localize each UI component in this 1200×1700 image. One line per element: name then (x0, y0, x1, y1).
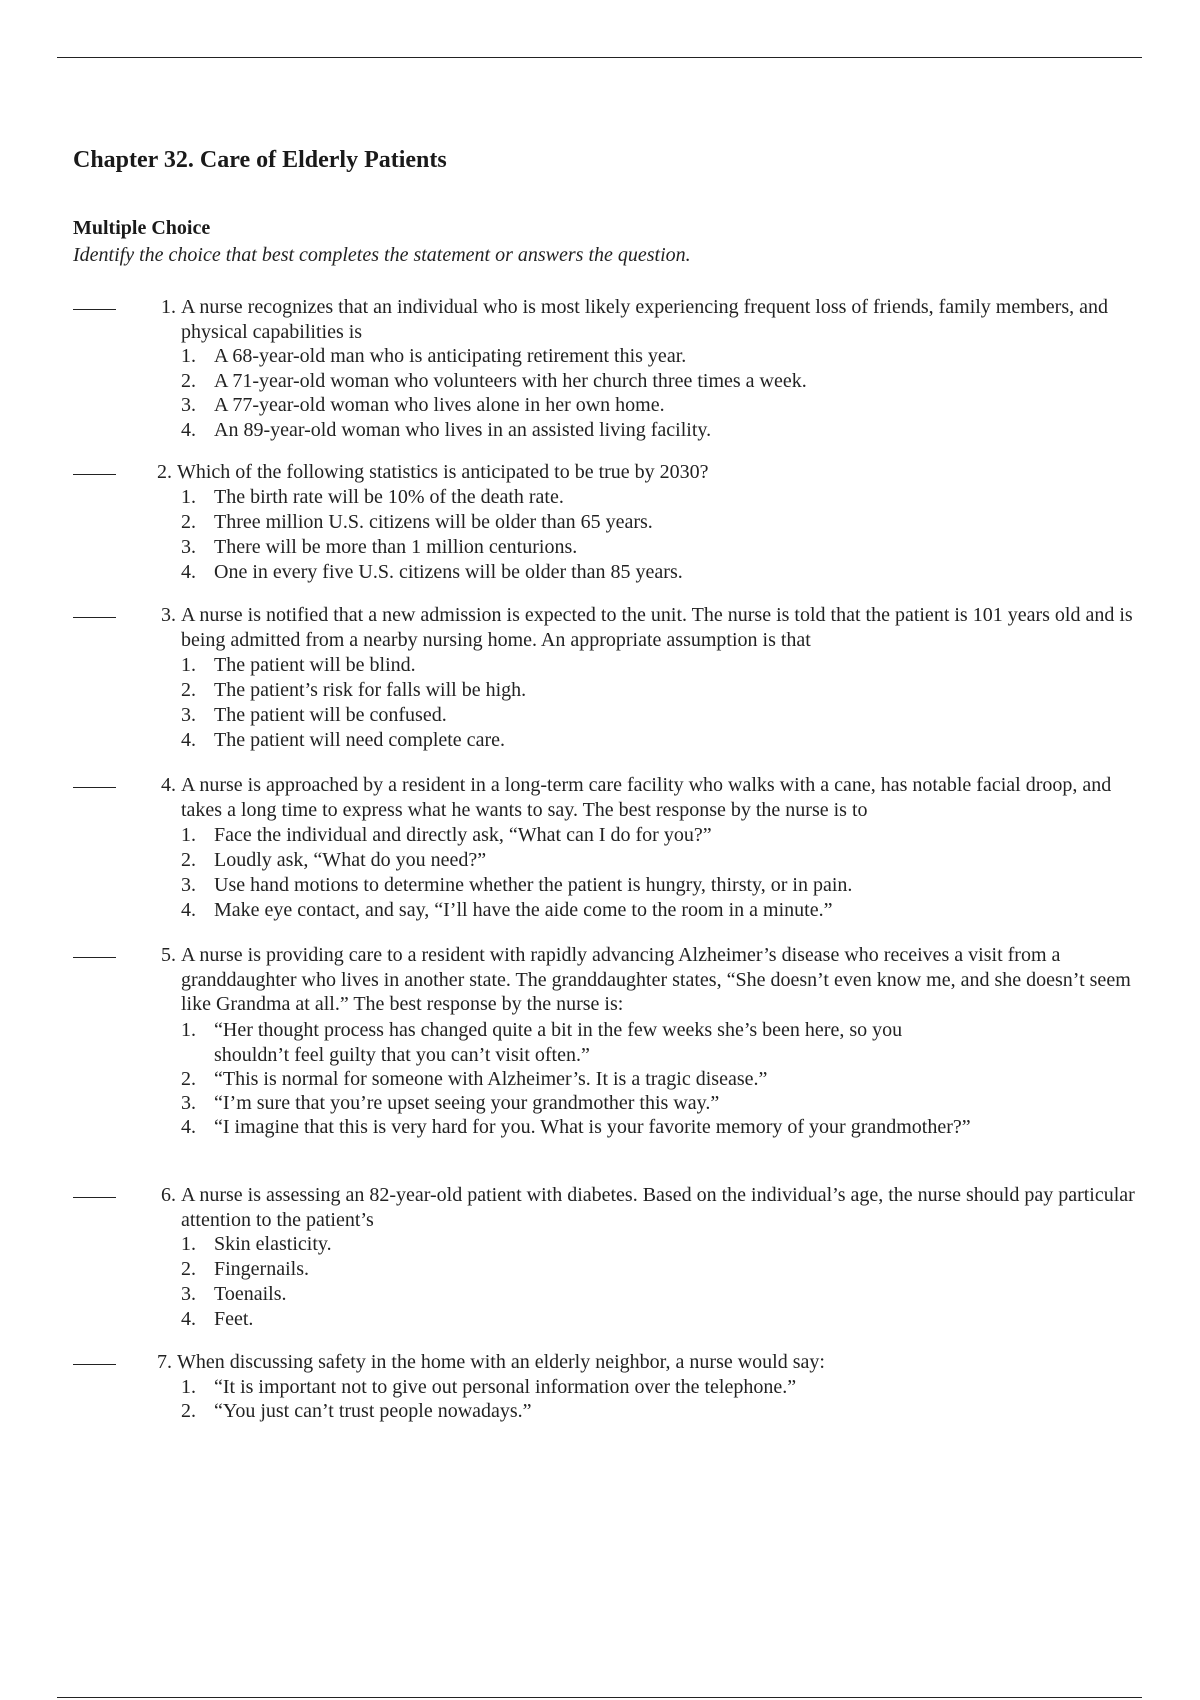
choice-text: An 89-year-old woman who lives in an assisted living facility. (214, 418, 712, 441)
choice-text: Loudly ask, “What do you need?” (214, 849, 487, 871)
choice-number: 2. (181, 1258, 196, 1280)
answer-blank[interactable] (73, 1197, 116, 1198)
choice-text: Feet. (214, 1308, 254, 1330)
choice-number: 4. (181, 418, 196, 441)
choice-text: A 68-year-old man who is anticipating retirement this year. (214, 345, 687, 367)
choice-number: 4. (181, 561, 196, 583)
answer-blank[interactable] (73, 617, 116, 618)
choice-text: “This is normal for someone with Alzheimer’s. It is a tragic disease.” (214, 1068, 768, 1090)
question-stem: Which of the following statistics is anticipated to be true by 2030? (177, 461, 709, 483)
choice-number: 3. (181, 394, 196, 416)
choice-text: One in every five U.S. citizens will be older than 85 years. (214, 561, 683, 583)
choice-text: Make eye contact, and say, “I’ll have the aide come to the room in a minute.” (214, 899, 833, 921)
choice-text: A 71-year-old woman who volunteers with her church three times a week. (214, 369, 807, 392)
choice-number: 1. (181, 485, 196, 508)
choice-text: The patient will be blind. (214, 654, 416, 676)
choice-text: Face the individual and directly ask, “What can I do for you?” (214, 824, 712, 846)
top-rule (57, 57, 1142, 58)
choice-number: 4. (181, 1308, 196, 1330)
question-stem: A nurse recognizes that an individual who is most likely experiencing frequent loss of friends, family members, and physical capabilities is (181, 296, 1108, 343)
choice-number: 2. (181, 369, 196, 392)
choice-text: Use hand motions to determine whether the patient is hungry, thirsty, or in pain. (214, 874, 853, 896)
choice-number: 2. (181, 849, 196, 871)
choice-number: 2. (181, 679, 196, 701)
choice-number: 2. (181, 511, 196, 533)
choice-number: 1. (181, 1375, 196, 1398)
choice-text: Three million U.S. citizens will be older than 65 years. (214, 511, 653, 533)
question-number: 3. (161, 604, 176, 626)
answer-blank[interactable] (73, 787, 116, 788)
answer-blank[interactable] (73, 474, 116, 475)
choice-number: 3. (181, 1283, 196, 1305)
answer-blank[interactable] (73, 309, 116, 310)
choice-text: The patient will be confused. (214, 704, 447, 726)
bottom-rule (57, 1697, 1142, 1698)
choice-text: “I imagine that this is very hard for you. What is your favorite memory of your grandmother?” (214, 1116, 971, 1138)
choice-number: 2. (181, 1068, 196, 1090)
choice-number: 4. (181, 1116, 196, 1138)
question-number: 1. (161, 296, 176, 318)
choice-text: “Her thought process has changed quite a bit in the few weeks she’s been here, so you shouldn’t feel guilty that you can’t visit often.” (214, 1019, 903, 1066)
section-title: Multiple Choice (73, 217, 211, 239)
question-stem: A nurse is assessing an 82-year-old patient with diabetes. Based on the individual’s age, the nurse should pay particular attention to the patient’s (181, 1184, 1135, 1231)
choice-number: 3. (181, 874, 196, 896)
choice-text: Toenails. (214, 1283, 287, 1305)
choice-text: The birth rate will be 10% of the death rate. (214, 485, 564, 508)
section-instructions: Identify the choice that best completes the statement or answers the question. (73, 244, 691, 266)
choice-number: 3. (181, 1092, 196, 1114)
choice-number: 1. (181, 1019, 196, 1041)
choice-number: 1. (181, 824, 196, 846)
question-number: 6. (161, 1184, 176, 1206)
choice-number: 3. (181, 536, 196, 558)
choice-text: Fingernails. (214, 1258, 309, 1280)
question-stem: A nurse is notified that a new admission is expected to the unit. The nurse is told that the patient is 101 years old and is being admitted from a nearby nursing home. An appropriate assumption is that (181, 604, 1133, 651)
choice-text: The patient will need complete care. (214, 728, 505, 751)
question-stem: A nurse is approached by a resident in a long-term care facility who walks with a cane, has notable facial droop, and takes a long time to express what he wants to say. The best response by the nurse is to (181, 774, 1112, 821)
question-number: 2. (157, 461, 172, 483)
choice-text: The patient’s risk for falls will be high. (214, 679, 527, 701)
chapter-title: Chapter 32. Care of Elderly Patients (73, 147, 447, 173)
choice-number: 1. (181, 654, 196, 676)
choice-number: 1. (181, 1233, 196, 1255)
question-number: 7. (157, 1351, 172, 1373)
choice-number: 3. (181, 704, 196, 726)
question-stem: A nurse is providing care to a resident with rapidly advancing Alzheimer’s disease who receives a visit from a granddaughter who lives in another state. The granddaughter states, “She doesn’t even know me, and she doesn’t seem like Grandma at all.” The best response by the nurse is: (181, 944, 1131, 1015)
choice-text: “It is important not to give out personal information over the telephone.” (214, 1375, 797, 1398)
question-stem: When discussing safety in the home with an elderly neighbor, a nurse would say: (177, 1351, 825, 1373)
choice-number: 2. (181, 1400, 196, 1422)
choice-number: 4. (181, 899, 196, 921)
choice-number: 4. (181, 728, 196, 751)
choice-text: Skin elasticity. (214, 1233, 332, 1255)
choice-text: “You just can’t trust people nowadays.” (214, 1400, 532, 1422)
question-number: 5. (161, 944, 176, 966)
answer-blank[interactable] (73, 1364, 116, 1365)
choice-text: A 77-year-old woman who lives alone in her own home. (214, 394, 665, 416)
question-number: 4. (161, 774, 176, 796)
choice-text: There will be more than 1 million centurions. (214, 536, 578, 558)
choice-text: “I’m sure that you’re upset seeing your grandmother this way.” (214, 1092, 720, 1114)
answer-blank[interactable] (73, 957, 116, 958)
choice-number: 1. (181, 345, 196, 367)
